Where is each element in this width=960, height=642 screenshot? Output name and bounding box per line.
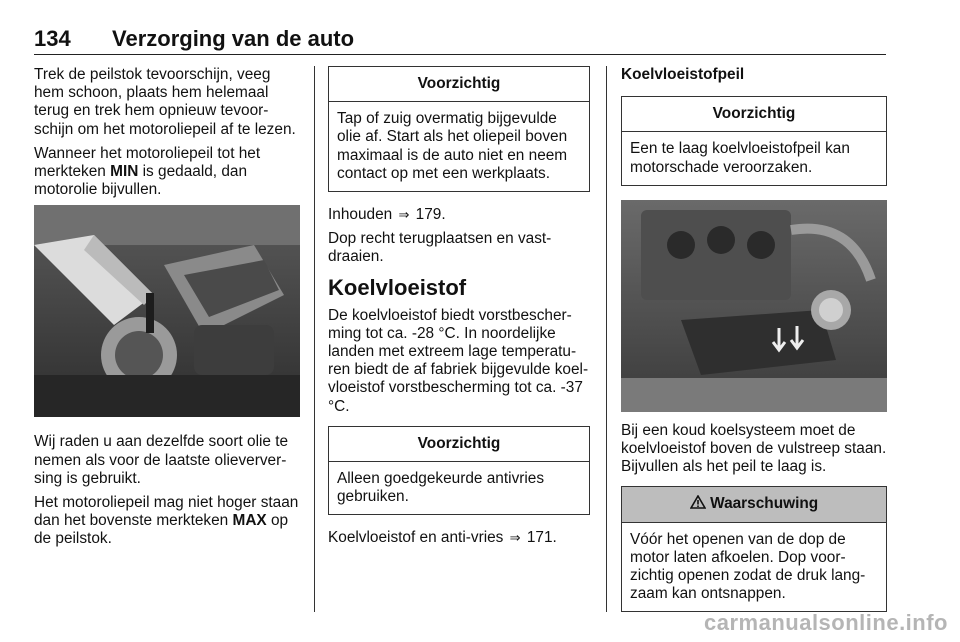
column-2	[328, 66, 590, 554]
paragraph-min-level: Wanneer het motoroliepeil tot het merkteken MIN is gedaald, dan motorolie bijvullen.	[34, 144, 261, 199]
paragraph-cap: Dop recht terugplaatsen en vast-draaien.	[328, 230, 552, 266]
caution-box-coolant	[621, 96, 887, 186]
paragraph-cold-system: Bij een koud koelsysteem moet de koelvloeistof boven de vulstreep staan. Bijvullen als het peil te laag is.	[621, 421, 887, 476]
caution-title: Voorzichtig	[329, 67, 589, 102]
caution-text: Tap of zuig overmatig bijgevulde olie af. Start als het oliepeil boven maximaal is de auto niet en neem contact op met een werkplaats.	[337, 110, 568, 182]
warning-title: Waarschuwing	[710, 495, 819, 513]
caution-text: Een te laag koelvloeistofpeil kan motorschade veroorzaken.	[630, 140, 850, 176]
page-title: Verzorging van de auto	[112, 26, 355, 51]
antifreeze-reference: Koelvloeistof en anti-vries ⇒ 171.	[328, 529, 557, 547]
arrow-reference-icon: ⇒	[398, 207, 410, 223]
min-mark: MIN	[110, 163, 139, 181]
paragraph-oil-type: Wij raden u aan dezelfde soort olie te nemen als voor de laatste olieverver-sing is gebruikt.	[34, 433, 289, 487]
paragraph-coolant: De koelvloeistof biedt vorstbescher-ming tot ca. -28 °C. In noordelijke landen met extreem lage temperatu-ren biedt de af fabriek bijgevulde koel-vloeistof vorstbescherming tot ca. -37 °C.	[328, 306, 589, 415]
column-3	[621, 66, 887, 626]
caution-box-antifreeze	[328, 426, 590, 516]
caution-box-oil	[328, 66, 590, 192]
paragraph-dipstick: Trek de peilstok tevoorschijn, veeg hem schoon, plaats hem helemaal terug en trek hem opnieuw tevoor-schijn om het motoroliepeil af te lezen.	[34, 66, 296, 138]
page-header	[34, 26, 886, 55]
warning-box	[621, 486, 887, 612]
caution-text: Alleen goedgekeurde antivries gebruiken.	[337, 470, 545, 506]
warning-text: Vóór het openen van de dop de motor laten afkoelen. Dop voor-zichtig openen zodat de druk lang-zaam kan ontsnappen.	[630, 530, 866, 603]
page-number: 134	[34, 26, 71, 51]
paragraph-max-level: Het motoroliepeil mag niet hoger staan dan het bovenste merkteken MAX op de peilstok.	[34, 494, 299, 548]
column-divider-2	[606, 66, 607, 612]
max-mark: MAX	[232, 512, 267, 530]
arrow-reference-icon: ⇒	[509, 530, 521, 546]
subtitle-coolant-level: Koelvloeistofpeil	[621, 66, 745, 83]
column-1	[34, 66, 302, 555]
caution-title: Voorzichtig	[622, 97, 886, 132]
warning-triangle-icon	[690, 495, 710, 512]
coolant-reservoir-illustration	[621, 200, 887, 412]
watermark: carmanualsonline.info	[704, 610, 948, 635]
warning-header	[622, 487, 886, 522]
contents-reference: Inhouden ⇒ 179.	[328, 206, 446, 224]
caution-title: Voorzichtig	[329, 427, 589, 462]
section-title-coolant: Koelvloeistof	[328, 274, 467, 300]
engine-oil-fill-illustration	[34, 205, 300, 417]
column-divider-1	[314, 66, 315, 612]
